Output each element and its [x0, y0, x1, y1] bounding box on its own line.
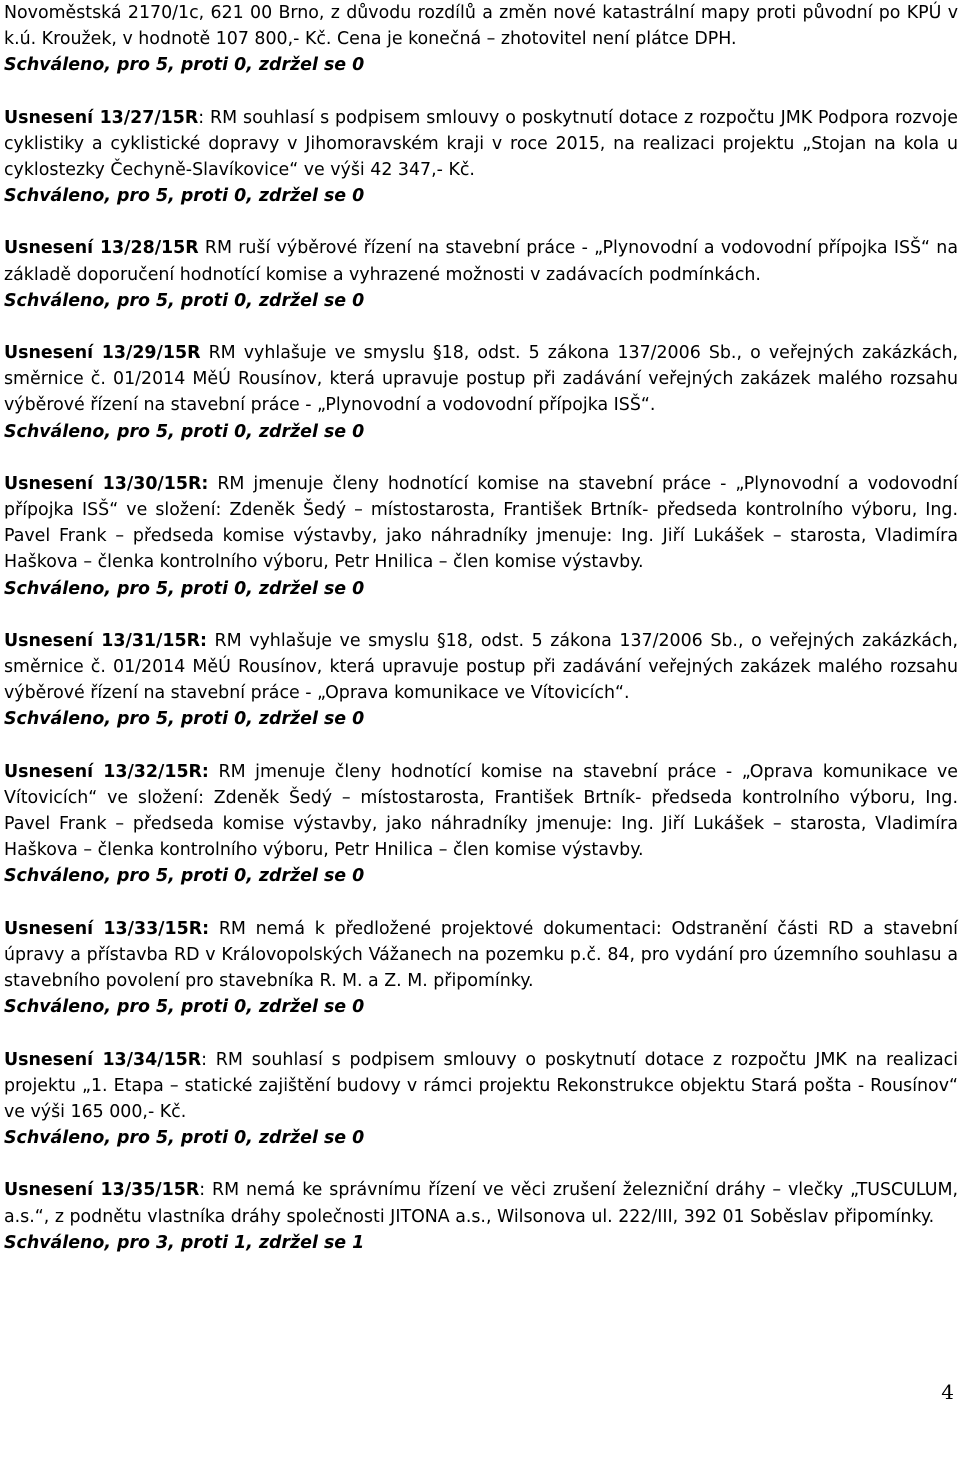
- vote-result: Schváleno, pro 5, proti 0, zdržel se 0: [4, 55, 365, 76]
- resolution-13-30: [4, 471, 958, 602]
- resolution-number: Usnesení 13/32/15R:: [4, 761, 209, 782]
- resolution-text: [4, 1047, 958, 1126]
- resolution-body: : RM nemá ke správnímu řízení ve věci zrušení železniční dráhy – vlečky „TUSCULUM, a.s.“, z podnětu vlastníka dráhy společnosti JITONA a.s., Wilsonova ul. 222/III, 392 01 Soběslav připomínky.: [4, 1180, 958, 1227]
- vote-result: Schváleno, pro 5, proti 0, zdržel se 0: [4, 1128, 365, 1149]
- resolution-number: Usnesení 13/29/15R: [4, 343, 201, 364]
- resolution-13-33: [4, 916, 958, 1021]
- resolution-13-32: [4, 759, 958, 890]
- resolution-body: RM jmenuje členy hodnotící komise na stavební práce - „Plynovodní a vodovodní přípojka ISŠ“ ve složení: Zdeněk Šedý – místostarosta, František Brtník- předseda kontrolního výboru, Ing. Pavel Frank – předseda komise výstavby, jako náhradníky jmenuje: Ing. Jiří Lukášek – starosta, Vladimíra Haškova – členka kontrolního výboru, Petr Hnilica – člen komise výstavby.: [4, 473, 959, 573]
- resolution-text: [4, 759, 958, 864]
- resolution-text: [4, 105, 958, 184]
- resolution-text: [4, 1177, 958, 1229]
- vote-result: Schváleno, pro 5, proti 0, zdržel se 0: [4, 997, 365, 1018]
- resolution-13-27: [4, 105, 958, 210]
- resolution-number: Usnesení 13/31/15R:: [4, 630, 207, 651]
- vote-result: Schváleno, pro 3, proti 1, zdržel se 1: [4, 1232, 365, 1253]
- resolution-body: RM vyhlašuje ve smyslu §18, odst. 5 zákona 137/2006 Sb., o veřejných zakázkách, směrnice č. 01/2014 MěÚ Rousínov, která upravuje postup při zadávání veřejných zakázek malého rozsahu výběrové řízení na stavební práce - „Oprava komunikace ve Vítovicích“.: [4, 630, 958, 704]
- resolution-body: RM nemá k předložené projektové dokumentaci: Odstranění části RD a stavební úpravy a přístavba RD v Královopolských Vážanech na pozemku p.č. 84, pro vydání pro územního souhlasu a stavebního povolení pro stavebníka R. M. a Z. M. připomínky.: [4, 918, 958, 992]
- resolution-number: Usnesení 13/27/15R: [4, 107, 199, 128]
- document-page: [4, 0, 958, 1282]
- resolution-number: Usnesení 13/33/15R:: [4, 918, 210, 939]
- intro-block: [4, 0, 958, 79]
- resolution-13-34: [4, 1047, 958, 1152]
- resolution-text: [4, 235, 958, 287]
- intro-text: Novoměstská 2170/1c, 621 00 Brno, z důvodu rozdílů a změn nové katastrální mapy proti původní po KPÚ v k.ú. Kroužek, v hodnotě 107 800,- Kč. Cena je konečná – zhotovitel není plátce DPH.: [4, 3, 958, 50]
- resolution-text: [4, 916, 958, 995]
- vote-result: Schváleno, pro 5, proti 0, zdržel se 0: [4, 709, 365, 730]
- resolution-number: Usnesení 13/35/15R: [4, 1180, 200, 1201]
- resolution-13-28: [4, 235, 958, 314]
- resolution-number: Usnesení 13/34/15R: [4, 1049, 202, 1070]
- vote-result: Schváleno, pro 5, proti 0, zdržel se 0: [4, 866, 365, 887]
- vote-result: Schváleno, pro 5, proti 0, zdržel se 0: [4, 578, 365, 599]
- vote-result: Schváleno, pro 5, proti 0, zdržel se 0: [4, 421, 365, 442]
- resolution-body: RM ruší výběrové řízení na stavební práce - „Plynovodní a vodovodní přípojka ISŠ“ na základě doporučení hodnotící komise a vyhrazené možnosti v zadávacích podmínkách.: [4, 238, 958, 285]
- vote-result: Schváleno, pro 5, proti 0, zdržel se 0: [4, 186, 365, 207]
- resolution-number: Usnesení 13/28/15R: [4, 238, 199, 259]
- resolution-number: Usnesení 13/30/15R:: [4, 473, 209, 494]
- resolution-text: [4, 340, 958, 419]
- resolution-13-31: [4, 628, 958, 733]
- resolution-text: [4, 471, 958, 576]
- page-number: 4: [941, 1380, 954, 1404]
- resolution-13-29: [4, 340, 958, 445]
- resolution-body: : RM souhlasí s podpisem smlouvy o poskytnutí dotace z rozpočtu JMK Podpora rozvoje cyklistiky a cyklistické dopravy v Jihomoravském kraji v roce 2015, na realizaci projektu „Stojan na kola u cyklostezky Čechyně-Slavíkovice“ ve výši 42 347,- Kč.: [4, 107, 958, 181]
- resolution-13-35: [4, 1177, 958, 1256]
- resolution-body: : RM souhlasí s podpisem smlouvy o poskytnutí dotace z rozpočtu JMK na realizaci projektu „1. Etapa – statické zajištění budovy v rámci projektu Rekonstrukce objektu Stará pošta - Rousínov“ ve výši 165 000,- Kč.: [4, 1049, 958, 1122]
- resolution-body: RM jmenuje členy hodnotící komise na stavební práce - „Oprava komunikace ve Vítovicích“ ve složení: Zdeněk Šedý – místostarosta, František Brtník- předseda kontrolního výboru, Ing. Pavel Frank – předseda komise výstavby, jako náhradníky jmenuje: Ing. Jiří Lukášek – starosta, Vladimíra Haškova – členka kontrolního výboru, Petr Hnilica – člen komise výstavby.: [4, 761, 959, 861]
- resolution-body: RM vyhlašuje ve smyslu §18, odst. 5 zákona 137/2006 Sb., o veřejných zakázkách, směrnice č. 01/2014 MěÚ Rousínov, která upravuje postup při zadávání veřejných zakázek malého rozsahu výběrové řízení na stavební práce - „Plynovodní a vodovodní přípojka ISŠ“.: [4, 343, 958, 416]
- vote-result: Schváleno, pro 5, proti 0, zdržel se 0: [4, 290, 365, 311]
- resolution-text: [4, 628, 958, 707]
